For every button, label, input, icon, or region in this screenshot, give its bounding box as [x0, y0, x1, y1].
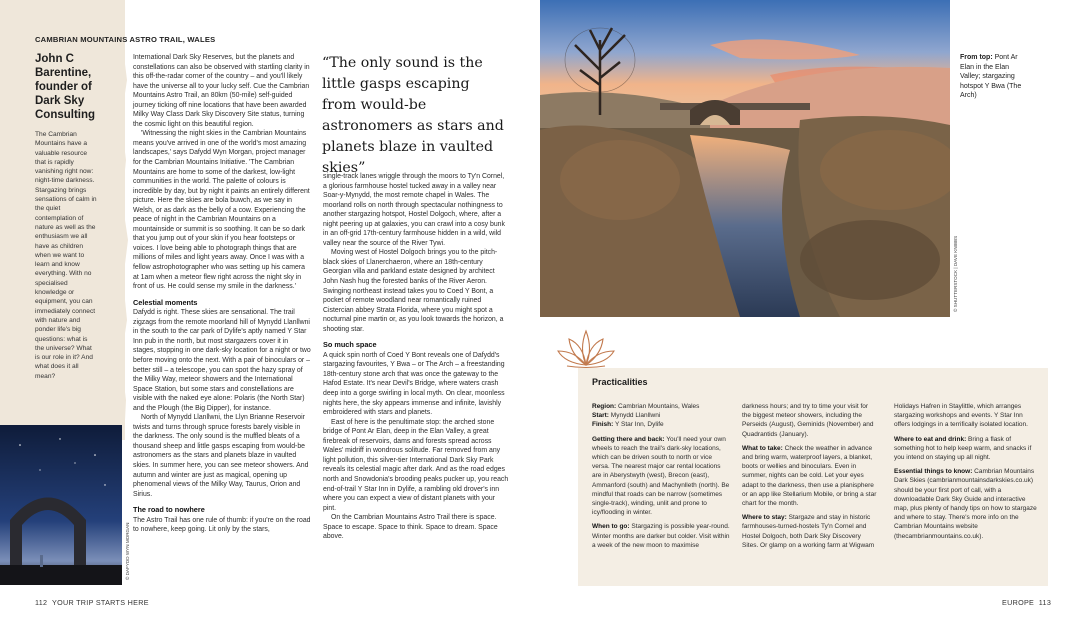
- getting-label: Getting there and back:: [592, 435, 665, 443]
- lotus-icon: [555, 325, 617, 369]
- page-number-right: 113: [1038, 598, 1052, 607]
- page-number-left: 112: [35, 598, 48, 607]
- main-photo-credit: © SHUTTERSTOCK | DAVE KNIBBS: [953, 235, 958, 312]
- finish-label: Finish:: [592, 421, 614, 429]
- take-text: Check the weather in advance and bring warm, waterproof layers, a blanket, boots or wellies and binoculars. Even in summer, nights can be cold. Let your eyes adapt to the darkness, then use a planisphere or an app like Stellarium Mobile, or bring a star chart for the month.: [742, 444, 877, 508]
- stay-text: Stargaze and stay in historic farmhouses-turned-hostels Ty'n Cornel and Hostel Dolgoch, both Dark Sky Discovery Sites. Or glamp on a working farm at Wigwam: [742, 514, 875, 549]
- take-label: What to take:: [742, 444, 783, 452]
- start-label: Start:: [592, 412, 609, 420]
- night-photo-credit: © DAFYDD WYN MORGAN: [125, 522, 130, 580]
- article-column-1: [133, 53, 311, 535]
- start-value: Mynydd Llanllwni: [608, 412, 661, 420]
- essential-label: Essential things to know:: [894, 468, 973, 476]
- practicalities-title: Practicalities: [592, 377, 648, 387]
- when-label: When to go:: [592, 523, 630, 531]
- col1-paragraph: North of Mynydd Llanllwni, the Llyn Brianne Reservoir twists and turns through spruce forests barely visible in the darkness. The only sound is the muffled bleats of a thousand sheep and little gasps escaping from would-be astronomers as the stars and planets blaze in vaulted skies. In summer here, you can see meteor showers. And autumn and winter are just as magical, opening up phenomenal views of the Milky Way, Taurus, Orion and Sirius.: [133, 414, 309, 498]
- region-value: Cambrian Mountains, Wales: [616, 403, 700, 410]
- article-column-2: [323, 172, 509, 542]
- col2-paragraph: East of here is the penultimate stop: the arched stone bridge of Pont Ar Elan, deep in the Elan Valley, a great firebreak of reservoirs, dams and forests spread across Wales' midriff in wondrous solitude. Far removed from any light pollution, this silver-tier International Dark Sky Park reveals its celestial magic after dark. And as the road edges north and Snowdonia's brooding peaks pucker up, you reach end-of-trail Y Star Inn in Dylife, a rambling old drover's inn where you can expect a view of distant planets with your pint.: [323, 418, 509, 512]
- author-attribution: John C Barentine, founder of Dark Sky Consulting: [35, 53, 96, 121]
- footer-left-text: YOUR TRIP STARTS HERE: [51, 598, 149, 607]
- region-label: Region:: [592, 403, 617, 410]
- subheading-so-much-space: So much space: [323, 340, 377, 350]
- practicalities-column-2: [742, 402, 877, 555]
- footer-right-text: EUROPE: [1002, 598, 1035, 607]
- pont-ar-elan-photo: [540, 0, 950, 317]
- subheading-celestial-moments: Celestial moments: [133, 297, 198, 307]
- caption-lead: From top:: [960, 54, 993, 61]
- caption-text: Pont Ar Elan in the Elan Valley; stargazing hotspot Y Bwa (The Arch): [960, 54, 1022, 99]
- eat-text: Bring a flask of something hot to help keep warm, and snacks if you intend on staying up all night.: [894, 435, 1032, 462]
- darkness-text: darkness hours; and try to time your visit for the biggest meteor showers, including the Perseids (August), Geminids (November) and Quadrantids (January).: [742, 403, 874, 438]
- practicalities-column-1: [592, 402, 730, 555]
- section-label: CAMBRIAN MOUNTAINS ASTRO TRAIL, WALES: [35, 35, 216, 44]
- col2-paragraph: single-track lanes wriggle through the moors to Ty'n Cornel, a glorious farmhouse hostel tucked away in a valley near Soar-y-Mynydd, the most remote chapel in Wales. The moorland rolls on north through spectacular nothingness to another stargazing hotspot, Hostel Dolgoch, where, after a night peering up at galaxies, you can crawl into a cosy bunk in an off-grid 17th-century farmhouse hidden in a wild, wild valley near the source of the River Tywi.: [323, 173, 505, 247]
- torn-paper-edge: [112, 0, 134, 440]
- practicalities-column-3: [894, 402, 1040, 546]
- subheading-road-to-nowhere: The road to nowhere: [133, 505, 205, 515]
- night-arch-photo: [0, 425, 122, 585]
- pull-quote: “The only sound is the little gasps escaping from would-be astronomers as stars and planets blaze in vaulted skies”: [322, 55, 504, 176]
- eat-label: Where to eat and drink:: [894, 435, 967, 443]
- stay-label: Where to stay:: [742, 514, 787, 522]
- col1-paragraph: 'Witnessing the night skies in the Cambrian Mountains means you've arrived in one of the world's most amazing landscapes,' says Dafydd Wyn Morgan, project manager for the Cambrian Mountains Initiative. 'The Cambrian Mountains are home to some of the darkest, low-light communities in the world. The palette of colours is incredible by day, but by night it paints an entirely different picture. Here the skies are bola buwch, as we say in Welsh, or as dark as the belly of a cow. Experiencing the peace of night in the Cambrian Mountains on a mountainside or summit is so soothing. It can be so dark that you jump out of your skin if you hear footsteps or voices. I love being able to photograph things that are millions of miles and light years away. Once I was with a fellow astrophotographer who was setting up his camera at 1am when a meteor flew right across the night sky in front of us. He could sense my smile in the darkness.': [133, 130, 310, 291]
- holidays-text: Holidays Hafren in Staylittle, which arranges stargazing workshops and events. Y Star Inn offers lodgings in a terrifically isolated location.: [894, 403, 1028, 429]
- practicalities-box: [578, 368, 1048, 586]
- col2-paragraph: Moving west of Hostel Dolgoch brings you to the pitch-black skies of Llanerchaeron, where an 18th-century Georgian villa and parkland estate designed by architect John Nash hug the forested banks of the River Aeron. Swinging northeast instead takes you to Coed Y Bont, a pocket of remote woodland near romantically ruined Cistercian abbey Strata Florida, where you might spot a nocturnal pine martin or, as you look towards the horizon, a shooting star.: [323, 249, 504, 333]
- finish-value: Y Star Inn, Dylife: [613, 421, 664, 429]
- col2-paragraph: On the Cambrian Mountains Astro Trail there is space. Space to escape. Space to think. Space to dream. Space above.: [323, 514, 498, 541]
- col1-paragraph: Dafydd is right. These skies are sensational. The trail zigzags from the remote moorland hill of Mynydd Llanllwni in the south to the car park of Dylife's aptly named Y Star Inn pub in the north, but most stargazers cover it in stages, stopping in one dark-sky location for a night or two before moving onto the next. With a pair of binoculars or – better still – a telescope, you can spot the hazy spray of the Milky Way, meteor showers and the International Space Station, but some stars and constellations are visible with the naked eye alone: Polaris (the North Star) and the Plough (the Big Dipper), for instance.: [133, 309, 311, 412]
- footer-right: [1002, 598, 1051, 607]
- essential-text: Cambrian Mountains Dark Skies (cambrianmountainsdarkskies.co.uk) should be your first port of call, with a downloadable Dark Sky Guide and interactive map, plus plenty of handy tips on how to stargaze and where to stay. There's more info on the Cambrian Mountains website (thecambrianmountains.co.uk).: [894, 468, 1037, 540]
- footer-left: [35, 598, 149, 607]
- col2-paragraph: A quick spin north of Coed Y Bont reveals one of Dafydd's stargazing favourites, Y Bwa – or The Arch – a freestanding 18th-century stone arch that was once the gateway to the Hafod Estate. It's near Devil's Bridge, where waters crash deep into a gorge swirling in local myth. On clear, moonless nights here, the sky appears immense and infinite, lavishly embroidered with stars and planets.: [323, 351, 505, 417]
- sidebar-quote: The Cambrian Mountains have a valuable resource that is rapidly vanishing right now: night-time darkness. Stargazing brings sensations of calm in the quiet contemplation of nature as well as the enthusiasm we all have as children when we want to learn and know everything. With no specialised knowledge or equipment, you can immediately connect with nature and ponder life's big questions: what is the universe? What is our role in it? And what does it all mean?: [35, 131, 97, 380]
- photo-caption: [960, 53, 1030, 101]
- getting-text: You'll need your own wheels to reach the trail's dark-sky locations, which can be driven south to north or vice versa. The nearest major car rental locations are in Aberystwyth (west), Brecon (east), Ammanford (south) and Machynlleth (north). Be mindful that roads can be narrow (sometimes single-track), winding, unlit and prone to icy/flooding in winter.: [592, 435, 730, 517]
- col1-paragraph: International Dark Sky Reserves, but the planets and constellations can also be observed with startling clarity in this off-the-radar corner of the country – and you'll likely have the universe all to your lucky self. Cue the Cambrian Mountains Astro Trail, an 80km (50-mile) self-guided journey ticking off nine locations that have been awarded Milky Way Class Dark Sky Discovery Site status, turning the cosmic light on this beautiful region.: [133, 54, 310, 128]
- col1-paragraph: The Astro Trail has one rule of thumb: if you're on the road to nowhere, keep going. Lit only by the stars,: [133, 516, 311, 534]
- when-text: Stargazing is possible year-round. Winter months are darker but colder. Visit within a week of the new moon to maximise: [592, 523, 730, 549]
